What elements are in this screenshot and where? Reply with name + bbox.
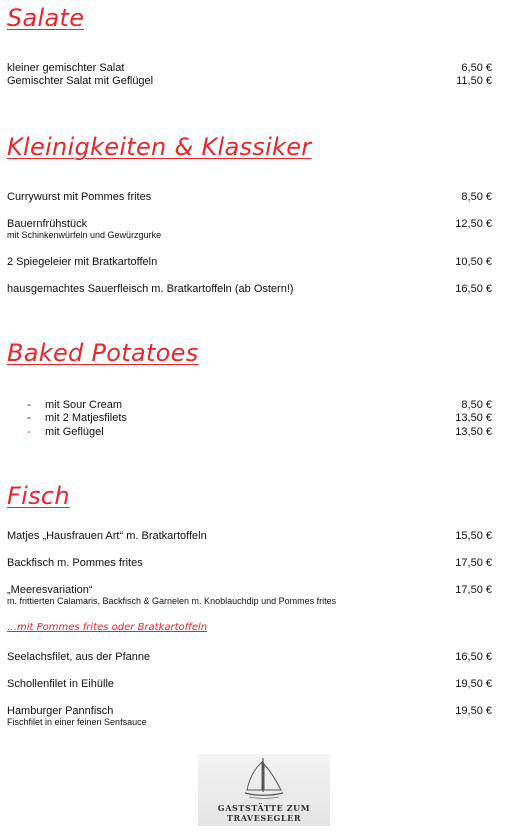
item-price: 12,50 €	[455, 218, 492, 230]
item-price: 17,50 €	[455, 584, 492, 596]
item-name: mit Sour Cream	[45, 399, 123, 411]
menu-item	[7, 425, 492, 439]
item-price: 11,50 €	[456, 75, 492, 87]
item-name: „Meeresvariation“	[7, 584, 93, 596]
menu-item	[7, 74, 492, 88]
item-price: 19,50 €	[455, 678, 492, 690]
menu-item	[7, 677, 492, 691]
item-name: Matjes „Hausfrauen Art“ m. Bratkartoffeln	[7, 530, 207, 542]
item-price: 13,50 €	[455, 426, 492, 438]
logo-line-1: GASTSTÄTTE ZUM	[217, 803, 311, 813]
item-name: 2 Spiegeleier mit Bratkartoffeln	[7, 256, 158, 268]
item-name: hausgemachtes Sauerfleisch m. Bratkartoffeln (ab Ostern!)	[7, 283, 294, 295]
item-name: Backfisch m. Pommes frites	[7, 557, 143, 569]
item-description: m. frittierten Calamaris, Backfisch & Garnelen m. Knoblauchdip und Pommes frites	[7, 596, 337, 606]
item-description: Fischfilet in einer feinen Senfsauce	[7, 717, 147, 727]
menu-item	[7, 529, 492, 543]
item-name: kleiner gemischter Salat	[7, 62, 125, 74]
item-name: mit 2 Matjesfilets	[45, 412, 127, 424]
menu-item	[7, 217, 492, 240]
item-name: Seelachsfilet, aus der Pfanne	[7, 651, 151, 663]
item-name: Bauernfrühstück	[7, 218, 88, 230]
menu-item	[7, 556, 492, 570]
menu-item	[7, 398, 492, 412]
item-price: 16,50 €	[455, 651, 492, 663]
menu-item	[7, 61, 492, 75]
heading-baked-potatoes: Baked Potatoes	[7, 339, 199, 367]
menu-item	[7, 255, 492, 269]
side-dish-note: …mit Pommes frites oder Bratkartoffeln	[7, 622, 208, 633]
item-description: mit Schinkenwürfeln und Gewürzgurke	[7, 230, 162, 240]
item-name: mit Geflügel	[45, 426, 104, 438]
menu-item	[7, 411, 492, 425]
item-price: 10,50 €	[455, 256, 492, 268]
restaurant-logo	[198, 754, 330, 826]
item-price: 19,50 €	[455, 705, 492, 717]
item-name: Gemischter Salat mit Geflügel	[7, 75, 154, 87]
menu-item	[7, 282, 492, 296]
bullet-dash: -	[27, 412, 31, 424]
heading-salate: Salate	[7, 4, 85, 32]
item-price: 15,50 €	[455, 530, 492, 542]
logo-line-2: TRAVESEGLER	[226, 813, 302, 823]
item-price: 17,50 €	[455, 557, 492, 569]
menu-item	[7, 190, 492, 204]
bullet-dash: -	[27, 426, 31, 438]
menu-item	[7, 583, 492, 606]
item-price: 6,50 €	[461, 62, 492, 74]
item-price: 8,50 €	[461, 399, 492, 411]
item-name: Hamburger Pannfisch	[7, 705, 114, 717]
item-price: 13,50 €	[455, 412, 492, 424]
menu-item	[7, 650, 492, 664]
bullet-dash: -	[27, 399, 31, 411]
item-price: 16,50 €	[455, 283, 492, 295]
item-name: Currywurst mit Pommes frites	[7, 191, 152, 203]
sailboat-icon	[241, 756, 287, 802]
heading-klassiker: Kleinigkeiten & Klassiker	[7, 133, 312, 161]
item-name: Schollenfilet in Eihülle	[7, 678, 115, 690]
heading-fisch: Fisch	[7, 482, 70, 510]
menu-item	[7, 704, 492, 727]
item-price: 8,50 €	[461, 191, 492, 203]
